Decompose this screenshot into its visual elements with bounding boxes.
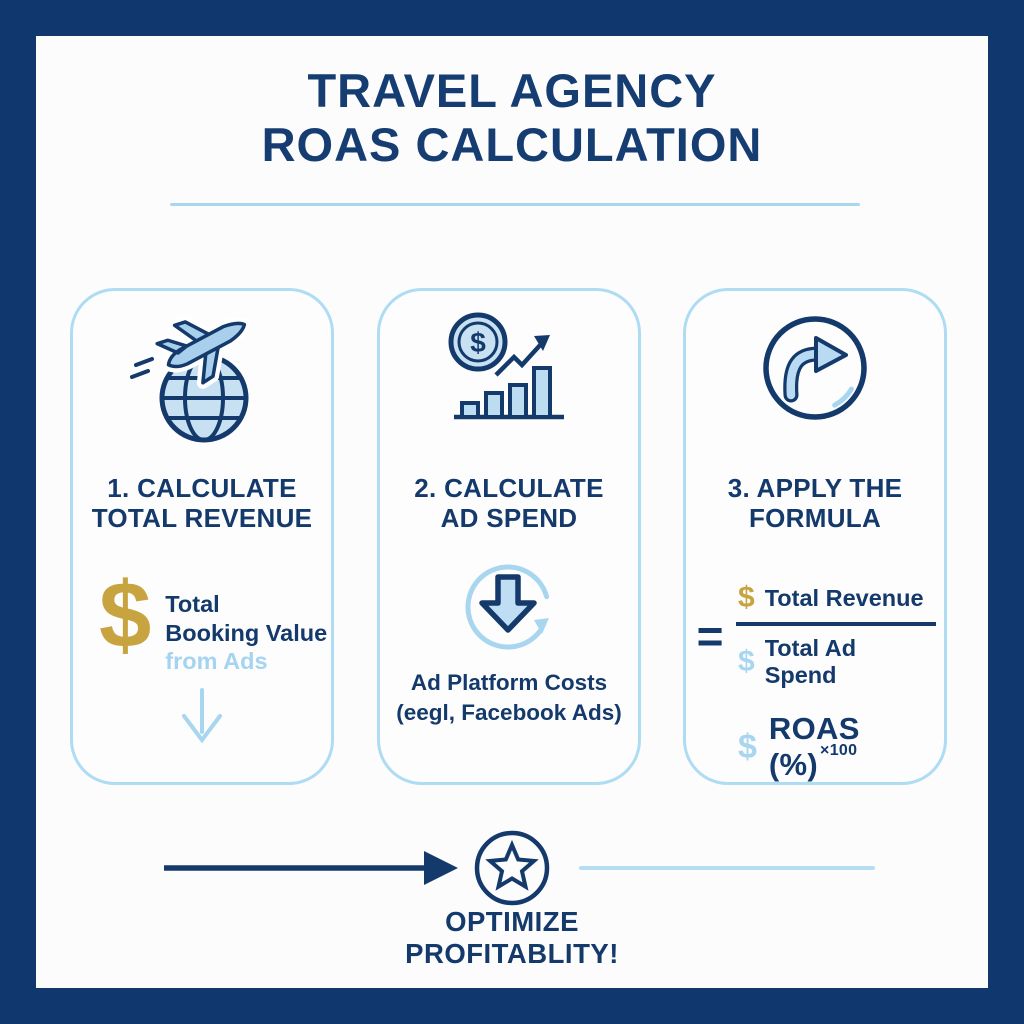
gold-dollar-icon: $ [738, 581, 755, 614]
step3-heading-line1: 3. APPLY THE [727, 473, 903, 503]
step3-heading [686, 473, 944, 533]
step1-detail [99, 562, 328, 676]
roas-formula [694, 583, 936, 783]
equals-sign: = [696, 610, 724, 662]
title-line-1: TRAVEL AGENCY [307, 64, 717, 117]
blue-dollar-icon: $ [738, 645, 755, 678]
step2-heading [380, 473, 638, 533]
numerator-label: Total Revenue [764, 584, 924, 611]
footer-divider-line [579, 866, 875, 870]
step2-detail-line1: Ad Platform Costs [410, 670, 608, 695]
denominator-label: Total Ad Spend [764, 635, 857, 688]
formula-result [738, 711, 936, 783]
circular-arrow-icon [686, 313, 944, 425]
page-title [36, 64, 988, 172]
step2-heading-line1: 2. CALCULATE [414, 473, 604, 503]
footer-caption [36, 906, 988, 970]
step1-detail-line2: Booking Value [165, 619, 328, 646]
step1-heading [73, 473, 331, 533]
step-card-calculate-ad-spend [377, 288, 641, 785]
poster-background [36, 36, 988, 988]
star-circle-icon [470, 826, 554, 915]
step1-heading-line1: 1. CALCULATE [107, 473, 297, 503]
download-circle-icon [380, 563, 638, 663]
footer-caption-line2: PROFITABLITY! [405, 938, 619, 969]
title-divider [170, 203, 860, 206]
coin-bar-chart-icon [380, 309, 638, 431]
title-line-2: ROAS CALCULATION [261, 118, 763, 171]
down-arrow-icon [73, 688, 331, 746]
blue-dollar-icon: $ [738, 728, 757, 766]
right-arrow-icon [160, 846, 462, 895]
formula-denominator [736, 626, 936, 689]
result-multiplier: ×100 [820, 741, 858, 759]
footer-caption-line1: OPTIMIZE [445, 906, 579, 937]
gold-dollar-icon: $ [99, 562, 152, 667]
step1-detail-line1: Total [165, 591, 220, 617]
step-card-apply-formula [683, 288, 947, 785]
step2-heading-line2: AD SPEND [440, 503, 578, 533]
step2-detail-line2: (eegl, Facebook Ads) [396, 699, 622, 725]
step1-detail-line3: from Ads [165, 648, 268, 674]
step-card-calculate-total-revenue [70, 288, 334, 785]
svg-text:$: $ [469, 327, 486, 358]
step1-heading-line2: TOTAL REVENUE [91, 503, 313, 533]
globe-airplane-icon [73, 311, 331, 445]
formula-numerator [736, 583, 936, 626]
step2-detail [380, 668, 638, 727]
result-text: ROAS (%) [768, 711, 860, 782]
result-label [769, 711, 936, 783]
step3-heading-line2: FORMULA [748, 503, 882, 533]
